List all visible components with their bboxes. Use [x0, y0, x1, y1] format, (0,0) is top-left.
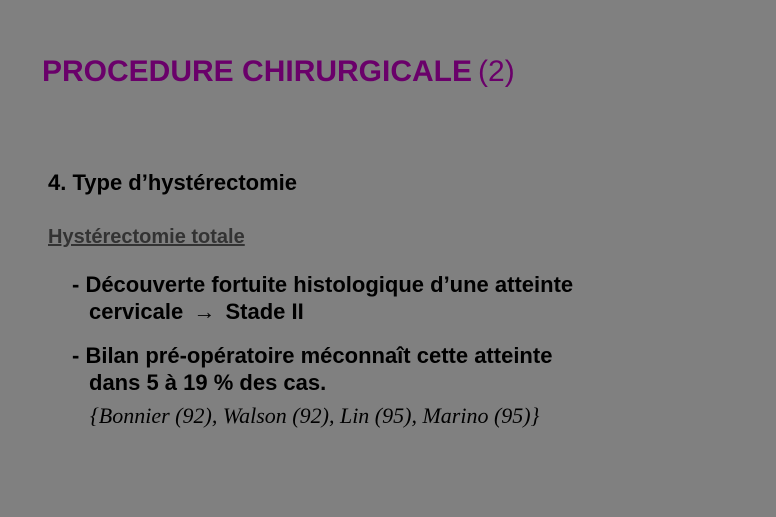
bullet-item-2: [72, 342, 552, 396]
bullet-1-line-2-before: cervicale: [89, 299, 184, 324]
bullet-1-line-2-after: Stade II: [225, 299, 304, 324]
bullet-item-1: [72, 271, 573, 325]
slide-title-number: (2): [478, 55, 515, 88]
slide-title-main: PROCEDURE CHIRURGICALE: [42, 55, 473, 88]
bullet-2-line-2: dans 5 à 19 % des cas.: [89, 370, 327, 395]
bullet-1-line-2: [72, 298, 573, 325]
references: {Bonnier (92), Walson (92), Lin (95), Marino (95)}: [90, 403, 540, 428]
right-arrow-icon: →: [193, 299, 216, 324]
bullet-2-line-1: - Bilan pré-opératoire méconnaît cette atteinte: [72, 343, 553, 368]
section-heading: 4. Type d’hystérectomie: [48, 170, 298, 195]
bullet-1-line-1: - Découverte fortuite histologique d’une atteinte: [72, 272, 574, 297]
subsection-heading: Hystérectomie totale: [48, 226, 245, 248]
slide-title: [42, 52, 515, 92]
